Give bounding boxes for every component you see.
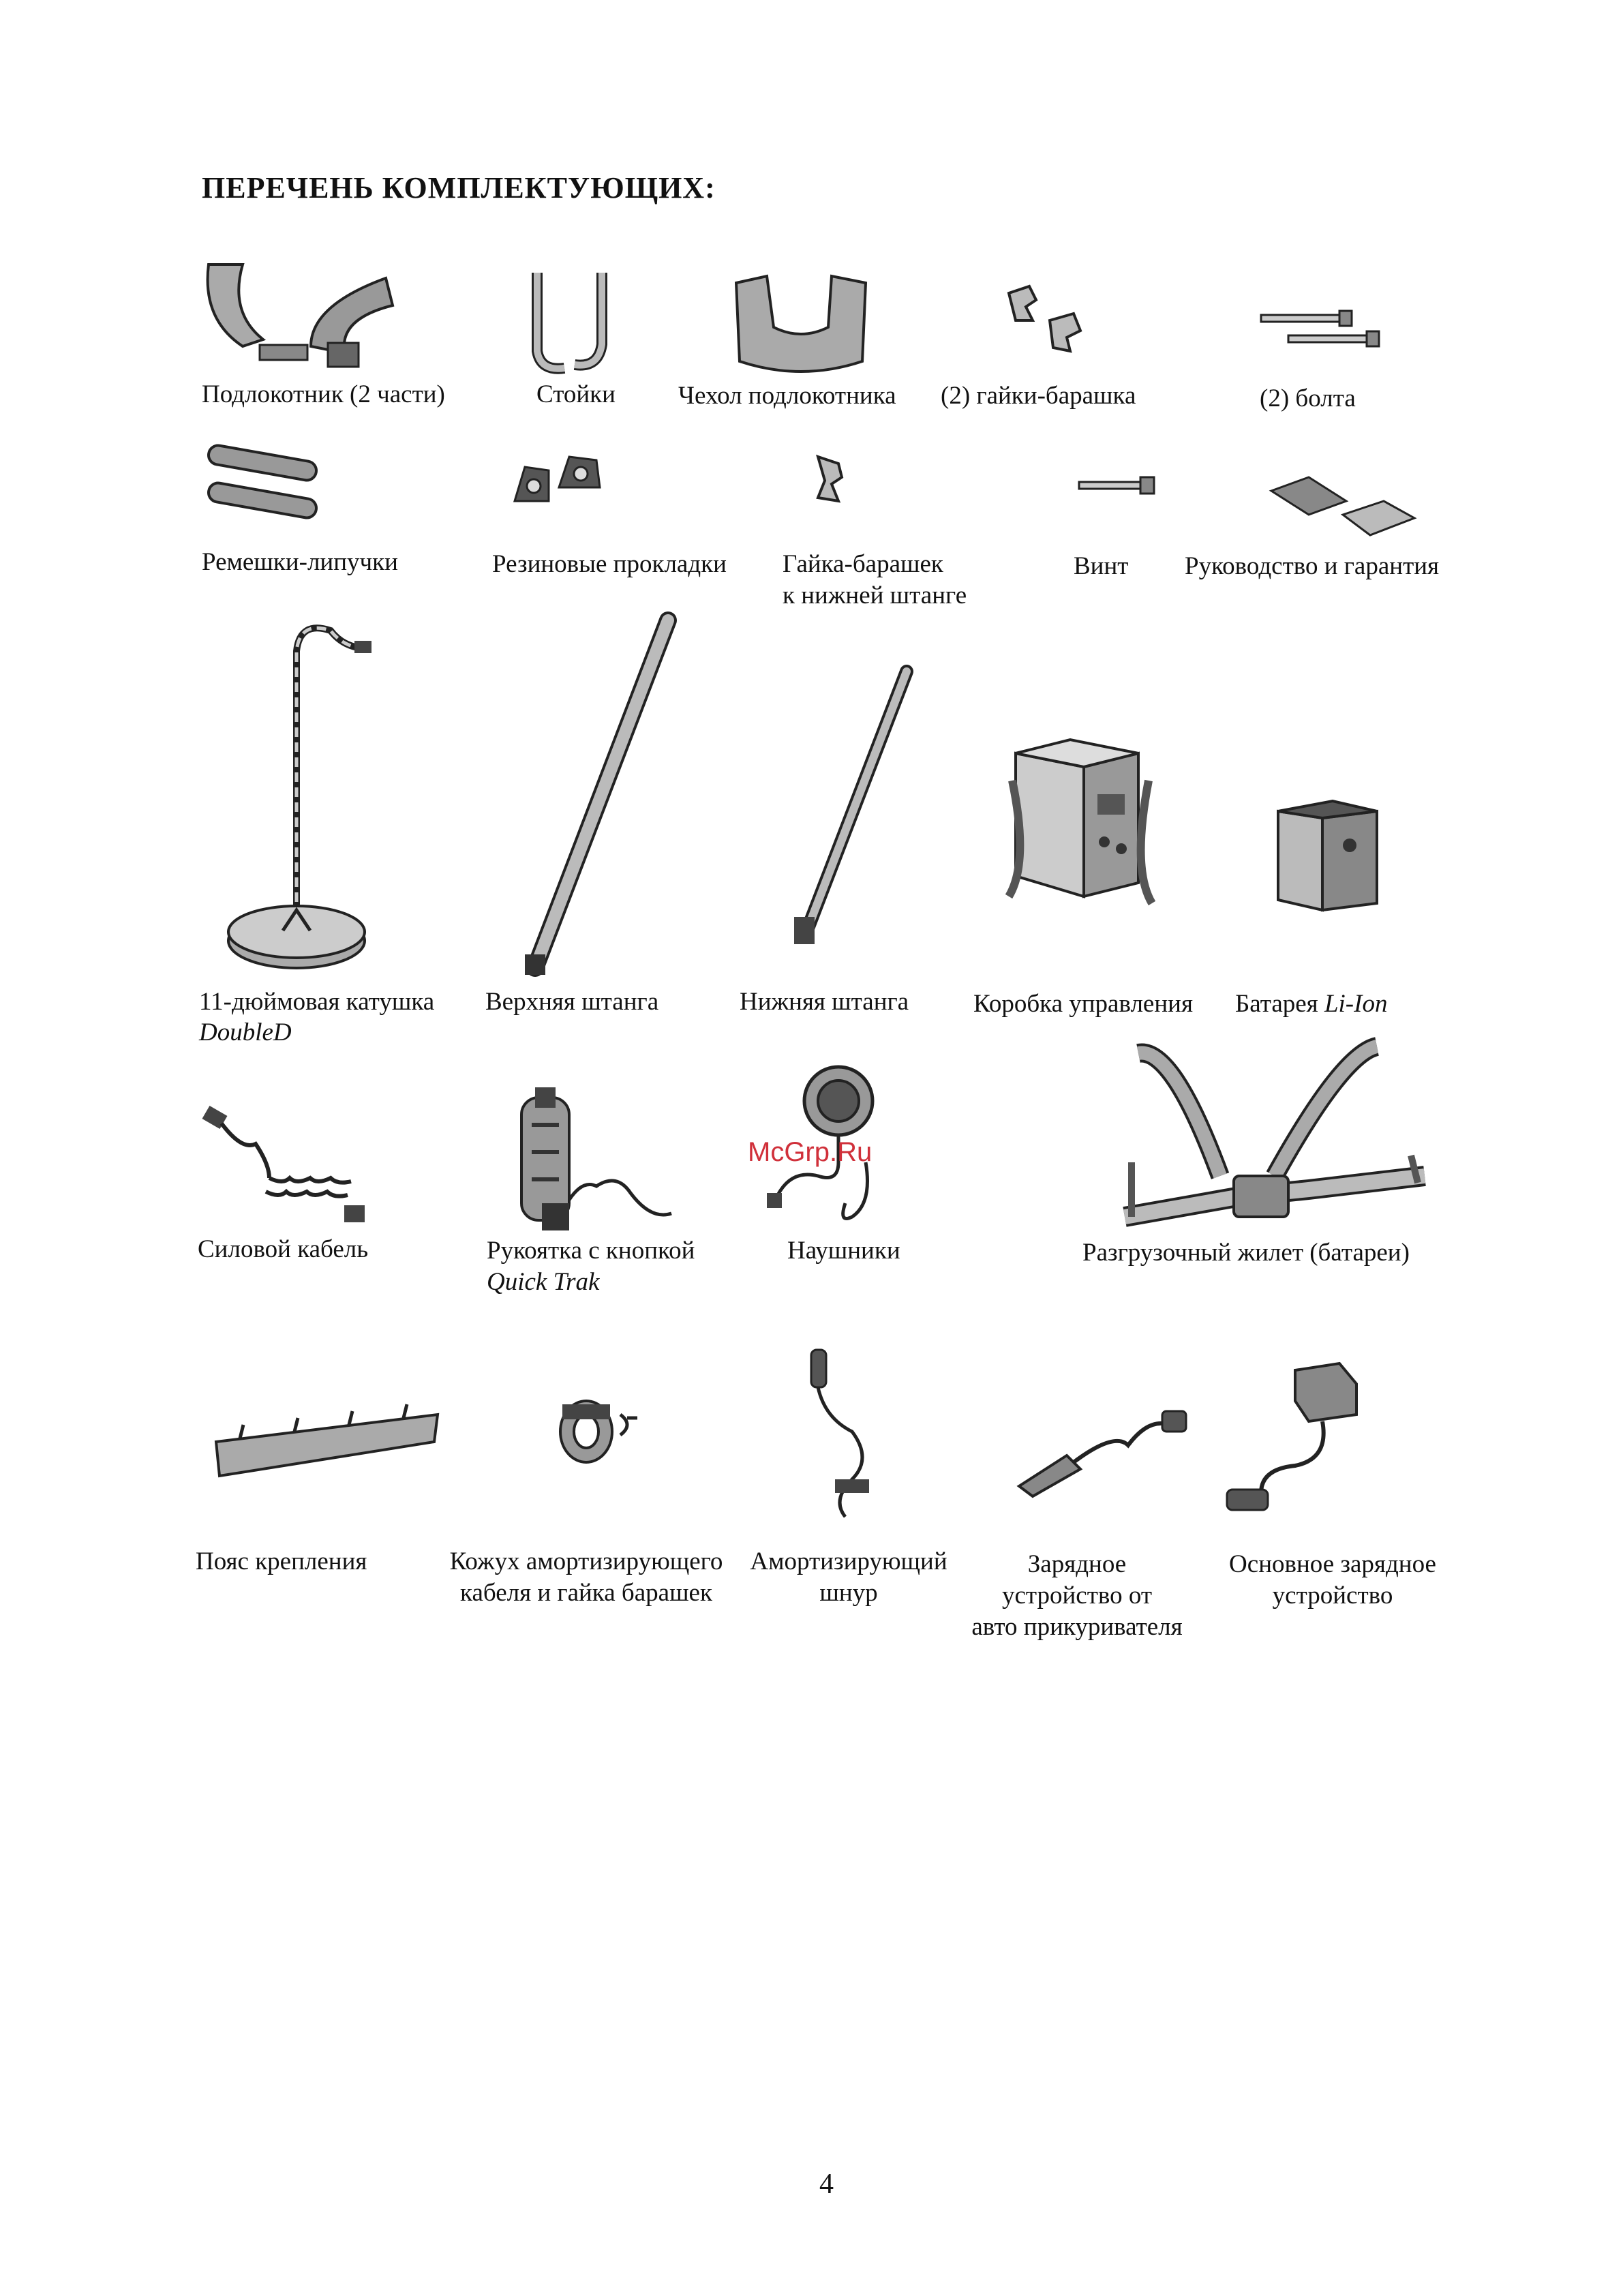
armrest-cover-label: Чехол подлокотника xyxy=(678,382,896,410)
belt-label: Пояс крепления xyxy=(196,1547,367,1575)
harness-label: Разгрузочный жилет (батареи) xyxy=(1082,1239,1410,1267)
handle-label-1: Рукоятка с кнопкой xyxy=(487,1237,695,1265)
car-charger-illustration xyxy=(1012,1398,1189,1500)
battery-illustration xyxy=(1275,798,1380,913)
cable-cover-label-1: Кожух амортизирующего xyxy=(449,1547,723,1575)
manual-illustration xyxy=(1268,470,1418,539)
battery-label-prefix: Батарея xyxy=(1235,990,1318,1018)
rubber-washers-label: Резиновые прокладки xyxy=(492,550,727,578)
screw-illustration xyxy=(1076,474,1157,498)
page-title: ПЕРЕЧЕНЬ КОМПЛЕКТУЮЩИХ: xyxy=(202,171,716,205)
cable-cover-label-2: кабеля и гайка барашек xyxy=(460,1579,712,1607)
lower-wing-nut-label-1: Гайка-барашек xyxy=(783,550,943,578)
car-charger-label-1: Зарядное xyxy=(1027,1550,1127,1578)
wing-nuts-label: (2) гайки-барашка xyxy=(941,382,1136,410)
bolts-label: (2) болта xyxy=(1260,384,1356,412)
screw-label: Винт xyxy=(1074,552,1129,580)
battery-label-type: Li-Ion xyxy=(1324,990,1388,1018)
bungee-label-2: шнур xyxy=(819,1579,878,1607)
lower-shaft-illustration xyxy=(784,665,920,951)
armrest-cover-illustration xyxy=(733,273,869,375)
handle-illustration xyxy=(501,1084,678,1237)
car-charger-label-3: авто прикуривателя xyxy=(971,1613,1183,1641)
coil-illustration xyxy=(228,617,385,975)
lower-wing-nut-illustration xyxy=(811,453,852,508)
coil-label-2: DoubleD xyxy=(199,1018,292,1046)
power-cable-label: Силовой кабель xyxy=(198,1235,369,1263)
lower-wing-nut-label-2: к нижней штанге xyxy=(783,581,967,609)
main-charger-label-1: Основное зарядное xyxy=(1229,1550,1436,1578)
watermark: McGrp.Ru xyxy=(748,1137,873,1167)
upper-shaft-illustration xyxy=(515,614,685,982)
car-charger-label-2: устройство от xyxy=(1001,1582,1153,1610)
rubber-washers-illustration xyxy=(511,453,607,508)
battery-label xyxy=(1235,988,1387,1020)
main-charger-illustration xyxy=(1220,1357,1370,1524)
bungee-label-1: Амортизирующий xyxy=(750,1547,947,1575)
stands-label: Стойки xyxy=(536,380,616,408)
coil-label-1: 11-дюймовая катушка xyxy=(199,988,435,1016)
stands-illustration xyxy=(524,269,626,375)
armrest-illustration xyxy=(202,258,406,374)
control-box-label: Коробка управления xyxy=(973,990,1193,1018)
power-cable-illustration xyxy=(201,1103,371,1236)
bungee-illustration xyxy=(791,1343,886,1520)
harness-illustration xyxy=(1118,1040,1438,1234)
headphones-label: Наушники xyxy=(787,1237,900,1265)
bolts-illustration xyxy=(1258,307,1380,354)
belt-illustration xyxy=(213,1401,441,1483)
velcro-straps-label: Ремешки-липучки xyxy=(202,548,398,576)
upper-shaft-label: Верхняя штанга xyxy=(485,988,659,1016)
control-box-illustration xyxy=(1002,740,1159,917)
lower-shaft-label: Нижняя штанга xyxy=(740,988,909,1016)
cable-cover-illustration xyxy=(552,1394,641,1466)
armrest-label: Подлокотник (2 части) xyxy=(202,380,445,408)
wing-nuts-illustration xyxy=(1002,280,1091,361)
handle-label-2: Quick Trak xyxy=(487,1268,600,1296)
velcro-straps-illustration xyxy=(204,447,320,525)
manual-label: Руководство и гарантия xyxy=(1185,552,1440,580)
page-number: 4 xyxy=(819,2169,834,2200)
main-charger-label-2: устройство xyxy=(1272,1582,1393,1610)
